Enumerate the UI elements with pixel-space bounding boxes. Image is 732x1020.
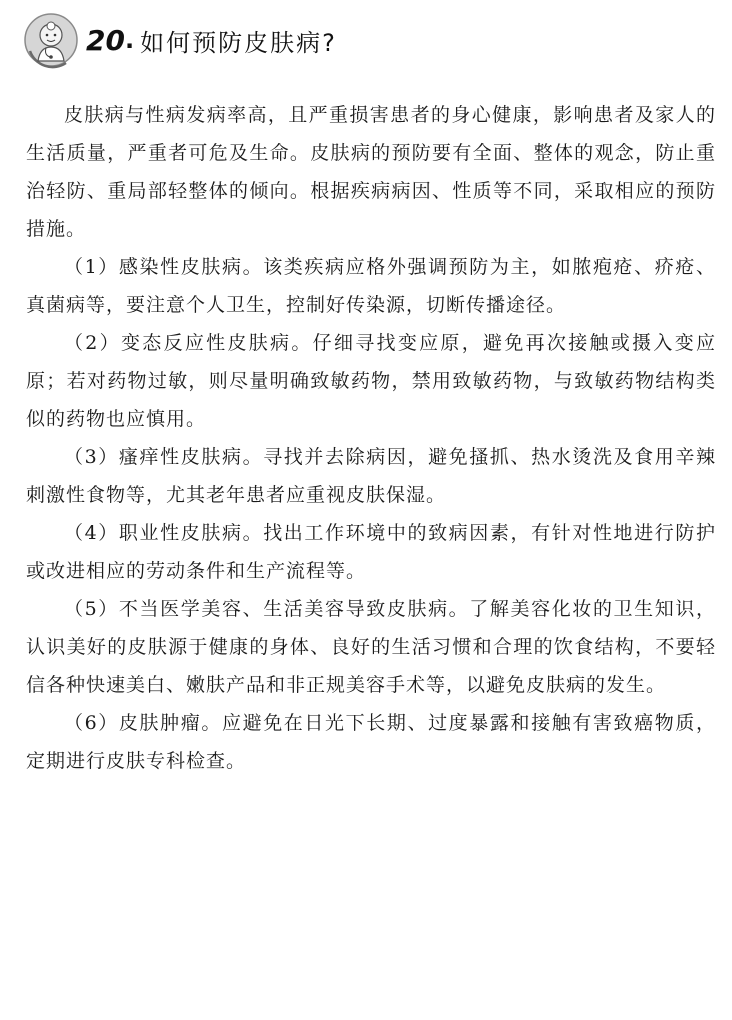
article-body [26, 96, 716, 780]
question-number: 20 [86, 23, 125, 57]
question-number-dot: . [124, 26, 135, 54]
paragraph-allergic: （2）变态反应性皮肤病。仔细寻找变应原，避免再次接触或摄入变应原；若对药物过敏，则尽量明确致敏药物，禁用致敏药物，与致敏药物结构类似的药物也应慎用。 [26, 332, 716, 430]
paragraph-pruritic: （3）瘙痒性皮肤病。寻找并去除病因，避免搔抓、热水烫洗及食用辛辣刺激性食物等，尤其老年患者应重视皮肤保湿。 [26, 446, 716, 506]
paragraph-infectious: （1）感染性皮肤病。该类疾病应格外强调预防为主，如脓疱疮、疥疮、真菌病等，要注意个人卫生，控制好传染源，切断传播途径。 [26, 256, 716, 316]
page-title: 如何预防皮肤病? [140, 28, 337, 57]
paragraph-occupational: （4）职业性皮肤病。找出工作环境中的致病因素，有针对性地进行防护或改进相应的劳动条件和生产流程等。 [26, 522, 716, 582]
paragraph-tumor: （6）皮肤肿瘤。应避免在日光下长期、过度暴露和接触有害致癌物质，定期进行皮肤专科检查。 [26, 712, 716, 772]
question-header [22, 10, 337, 70]
doctor-mascot-icon [22, 11, 80, 69]
intro-paragraph: 皮肤病与性病发病率高，且严重损害患者的身心健康，影响患者及家人的生活质量，严重者可危及生命。皮肤病的预防要有全面、整体的观念，防止重治轻防、重局部轻整体的倾向。根据疾病病因、性质等不同，采取相应的预防措施。 [26, 104, 716, 240]
paragraph-cosmetic: （5）不当医学美容、生活美容导致皮肤病。了解美容化妆的卫生知识，认识美好的皮肤源于健康的身体、良好的生活习惯和合理的饮食结构，不要轻信各种快速美白、嫩肤产品和非正规美容手术等，以避免皮肤病的发生。 [26, 598, 716, 696]
